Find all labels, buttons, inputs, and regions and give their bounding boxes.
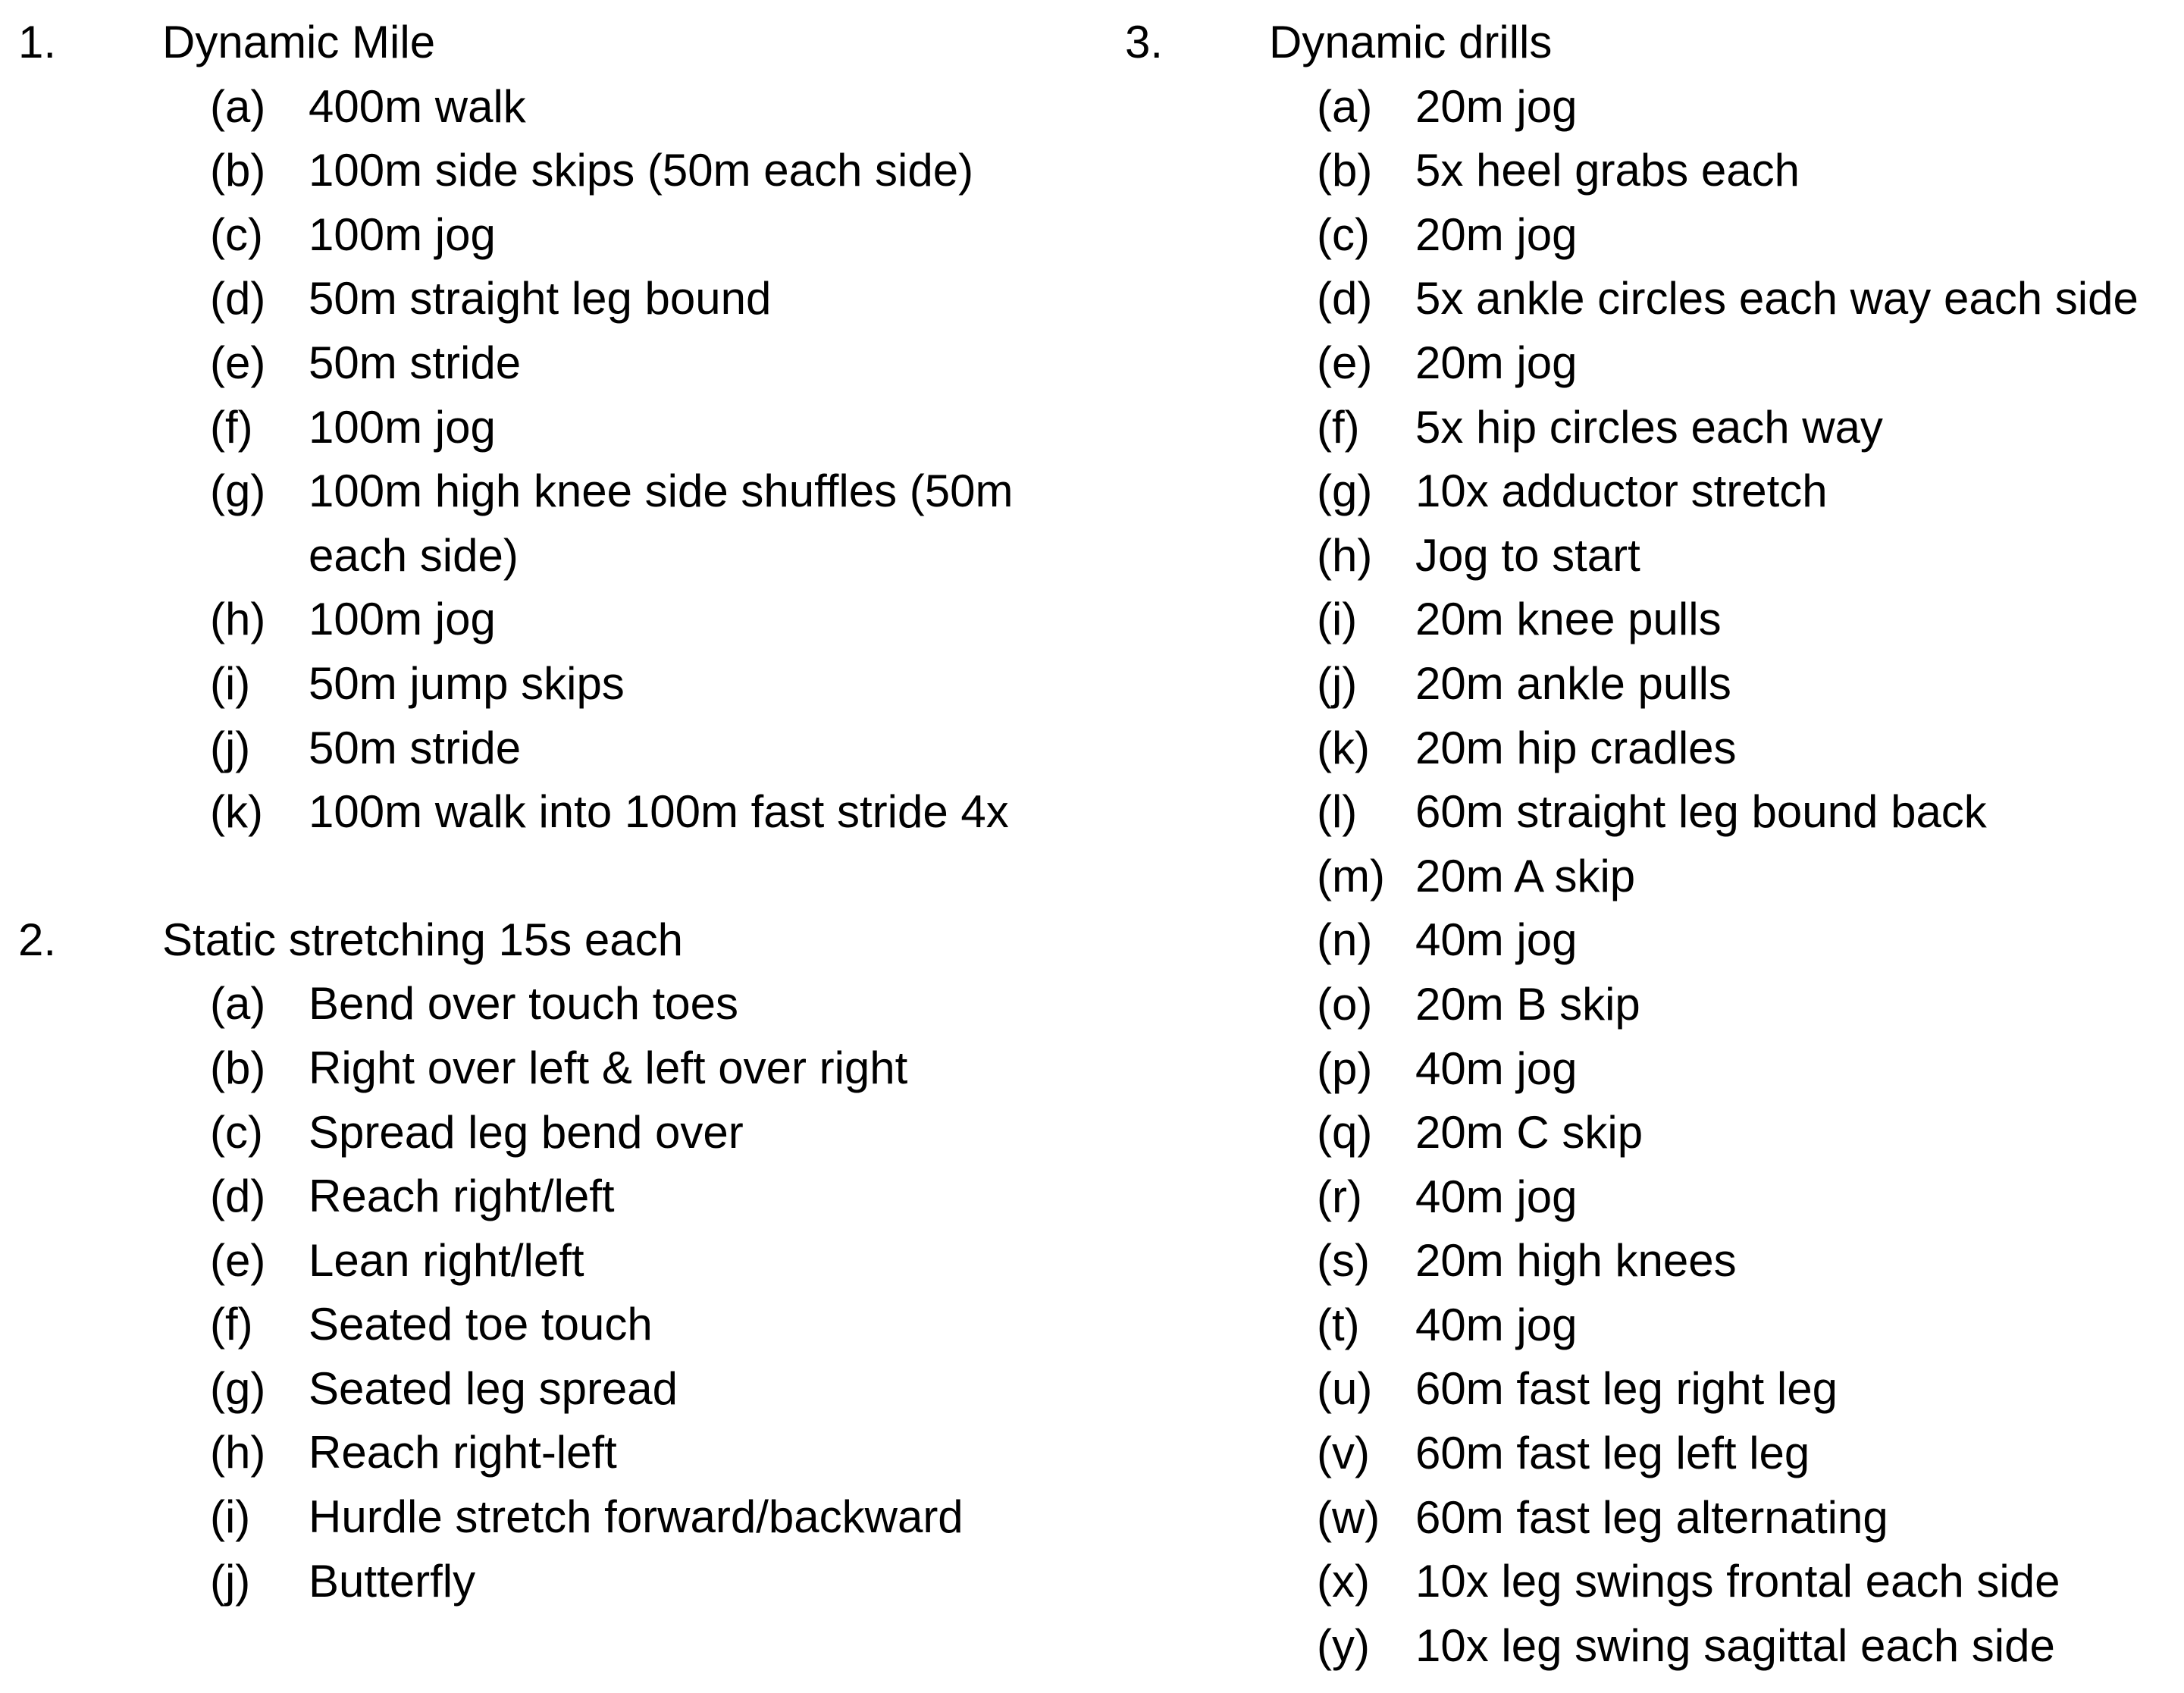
item-text: 40m jog (1415, 1299, 1578, 1350)
item-label: (j) (210, 722, 251, 773)
item-text: 10x adductor stretch (1415, 466, 1828, 517)
list-item (1317, 331, 2179, 396)
list-item (210, 1293, 1095, 1357)
list-item (1317, 1101, 2179, 1165)
item-text: 60m straight leg bound back (1415, 786, 1987, 838)
list-item (1317, 1486, 2179, 1550)
list-item (1317, 1422, 2179, 1486)
item-label: (a) (1317, 80, 1373, 132)
list-item (210, 139, 1095, 203)
item-text: 60m fast leg right leg (1415, 1363, 1838, 1415)
item-label: (x) (1317, 1556, 1370, 1607)
item-text: 20m C skip (1415, 1107, 1643, 1158)
list-item (210, 780, 1095, 845)
list-item (1317, 459, 2179, 524)
item-label: (c) (1317, 208, 1370, 260)
item-label: (e) (1317, 337, 1373, 388)
item-label: (b) (210, 1042, 266, 1093)
list-item (210, 716, 1095, 781)
item-text: 20m knee pulls (1415, 594, 1722, 645)
item-text: Hurdle stretch forward/backward (309, 1491, 964, 1543)
list-item (1317, 588, 2179, 652)
left-column (18, 11, 1095, 1613)
item-text: 50m jump skips (309, 657, 625, 709)
section-title: Dynamic Mile (162, 17, 436, 67)
item-label: (v) (1317, 1428, 1370, 1479)
list-item (210, 1485, 1095, 1550)
item-label: (h) (1317, 529, 1373, 581)
item-label: (g) (1317, 466, 1373, 517)
item-text: 40m jog (1415, 914, 1578, 966)
item-text: Lean right/left (309, 1234, 584, 1286)
item-text: 60m fast leg left leg (1415, 1428, 1810, 1479)
list-item (210, 331, 1095, 396)
list-item (210, 1550, 1095, 1614)
item-label: (n) (1317, 914, 1373, 966)
item-label: (a) (210, 978, 266, 1030)
list-item (210, 972, 1095, 1036)
right-column (1125, 11, 2179, 1678)
item-label: (k) (210, 786, 263, 838)
item-list (18, 972, 1095, 1613)
section-dynamic-mile (18, 11, 1095, 845)
list-item (210, 1357, 1095, 1422)
item-text: 5x ankle circles each way each side (1415, 273, 2139, 324)
item-label: (p) (1317, 1042, 1373, 1094)
item-label: (f) (210, 1299, 253, 1350)
list-item (210, 652, 1095, 716)
list-item (1317, 75, 2179, 140)
item-label: (i) (210, 657, 251, 709)
item-text: Spread leg bend over (309, 1106, 744, 1158)
section-title: Dynamic drills (1269, 17, 1553, 67)
item-text: 20m jog (1415, 80, 1578, 132)
item-text: Seated leg spread (309, 1362, 678, 1414)
section-number: 2. (18, 914, 57, 965)
item-label: (q) (1317, 1107, 1373, 1158)
item-text: 50m straight leg bound (309, 273, 772, 324)
item-label: (b) (1317, 145, 1373, 196)
section-static-stretching (18, 908, 1095, 1614)
item-label: (c) (210, 208, 263, 260)
item-label: (j) (1317, 657, 1358, 709)
item-text: 5x heel grabs each (1415, 145, 1800, 196)
list-item (1317, 1229, 2179, 1293)
item-label: (j) (210, 1555, 251, 1607)
item-text: 20m ankle pulls (1415, 657, 1731, 709)
list-item (1317, 267, 2179, 331)
list-item (210, 1036, 1095, 1101)
item-text: 20m B skip (1415, 978, 1640, 1030)
item-text: Right over left & left over right (309, 1042, 908, 1093)
section-heading (1125, 11, 2179, 75)
item-text: 100m jog (309, 208, 496, 260)
list-item (210, 459, 1095, 588)
item-label: (d) (1317, 273, 1373, 324)
section-number: 3. (1125, 17, 1164, 67)
list-item (210, 203, 1095, 268)
item-label: (d) (210, 273, 266, 324)
item-label: (u) (1317, 1363, 1373, 1415)
item-list (18, 75, 1095, 845)
item-label: (y) (1317, 1619, 1370, 1671)
item-label: (o) (1317, 978, 1373, 1030)
item-label: (m) (1317, 850, 1385, 901)
item-label: (d) (210, 1171, 266, 1222)
item-text: 50m stride (309, 337, 522, 388)
item-label: (g) (210, 1362, 266, 1414)
item-label: (w) (1317, 1491, 1380, 1543)
item-text: Butterfly (309, 1555, 476, 1607)
list-item (1317, 139, 2179, 203)
item-label: (g) (210, 466, 266, 517)
section-title: Static stretching 15s each (162, 914, 684, 965)
list-item (210, 588, 1095, 652)
item-label: (f) (1317, 401, 1360, 453)
item-text: 20m hip cradles (1415, 722, 1737, 773)
item-text: 100m walk into 100m fast stride 4x (309, 786, 1009, 838)
section-number: 1. (18, 17, 57, 67)
list-item (1317, 973, 2179, 1037)
item-label: (t) (1317, 1299, 1360, 1350)
list-item (1317, 908, 2179, 973)
item-label: (i) (1317, 594, 1358, 645)
list-item (1317, 780, 2179, 845)
item-label: (e) (210, 337, 266, 388)
list-item (210, 1101, 1095, 1165)
list-item (1317, 396, 2179, 460)
item-label: (s) (1317, 1235, 1370, 1287)
item-text: 20m jog (1415, 337, 1578, 388)
item-label: (a) (210, 80, 266, 132)
item-text: Jog to start (1415, 529, 1640, 581)
item-text: 100m jog (309, 401, 496, 453)
item-text: 50m stride (309, 722, 522, 773)
list-item (210, 1421, 1095, 1485)
section-dynamic-drills (1125, 11, 2179, 1678)
item-label: (l) (1317, 786, 1358, 838)
item-text: 100m high knee side shuffles (50m each side) (309, 466, 1014, 581)
item-text: 20m high knees (1415, 1235, 1737, 1287)
item-text: 5x hip circles each way (1415, 401, 1883, 453)
list-item (210, 1229, 1095, 1293)
list-item (1317, 1293, 2179, 1358)
item-text: 60m fast leg alternating (1415, 1491, 1888, 1543)
item-label: (e) (210, 1234, 266, 1286)
item-label: (c) (210, 1106, 263, 1158)
list-item (210, 75, 1095, 140)
list-item (1317, 524, 2179, 588)
list-item (1317, 652, 2179, 716)
item-text: 40m jog (1415, 1171, 1578, 1222)
item-text: Reach right/left (309, 1171, 615, 1222)
item-label: (k) (1317, 722, 1370, 773)
item-text: Bend over touch toes (309, 978, 739, 1030)
list-item (210, 1165, 1095, 1229)
section-heading (18, 908, 1095, 973)
list-item (1317, 1357, 2179, 1422)
item-text: 20m jog (1415, 208, 1578, 260)
item-text: Seated toe touch (309, 1299, 653, 1350)
item-text: 10x leg swings frontal each side (1415, 1556, 2060, 1607)
section-heading (18, 11, 1095, 75)
list-item (210, 396, 1095, 460)
item-text: 100m side skips (50m each side) (309, 145, 974, 196)
item-label: (i) (210, 1491, 251, 1543)
item-text: 40m jog (1415, 1042, 1578, 1094)
list-item (1317, 716, 2179, 781)
item-text: 100m jog (309, 594, 496, 645)
list-item (1317, 203, 2179, 268)
item-list (1125, 75, 2179, 1679)
list-item (210, 267, 1095, 331)
item-label: (h) (210, 1427, 266, 1478)
item-text: 10x leg swing sagittal each side (1415, 1619, 2055, 1671)
list-item (1317, 1165, 2179, 1230)
item-text: 20m A skip (1415, 850, 1636, 901)
list-item (1317, 1037, 2179, 1102)
item-label: (f) (210, 401, 253, 453)
item-label: (h) (210, 594, 266, 645)
item-label: (b) (210, 145, 266, 196)
list-item (1317, 1550, 2179, 1614)
list-item (1317, 845, 2179, 909)
item-text: 400m walk (309, 80, 526, 132)
item-text: Reach right-left (309, 1427, 617, 1478)
item-label: (r) (1317, 1171, 1362, 1222)
list-item (1317, 1614, 2179, 1679)
